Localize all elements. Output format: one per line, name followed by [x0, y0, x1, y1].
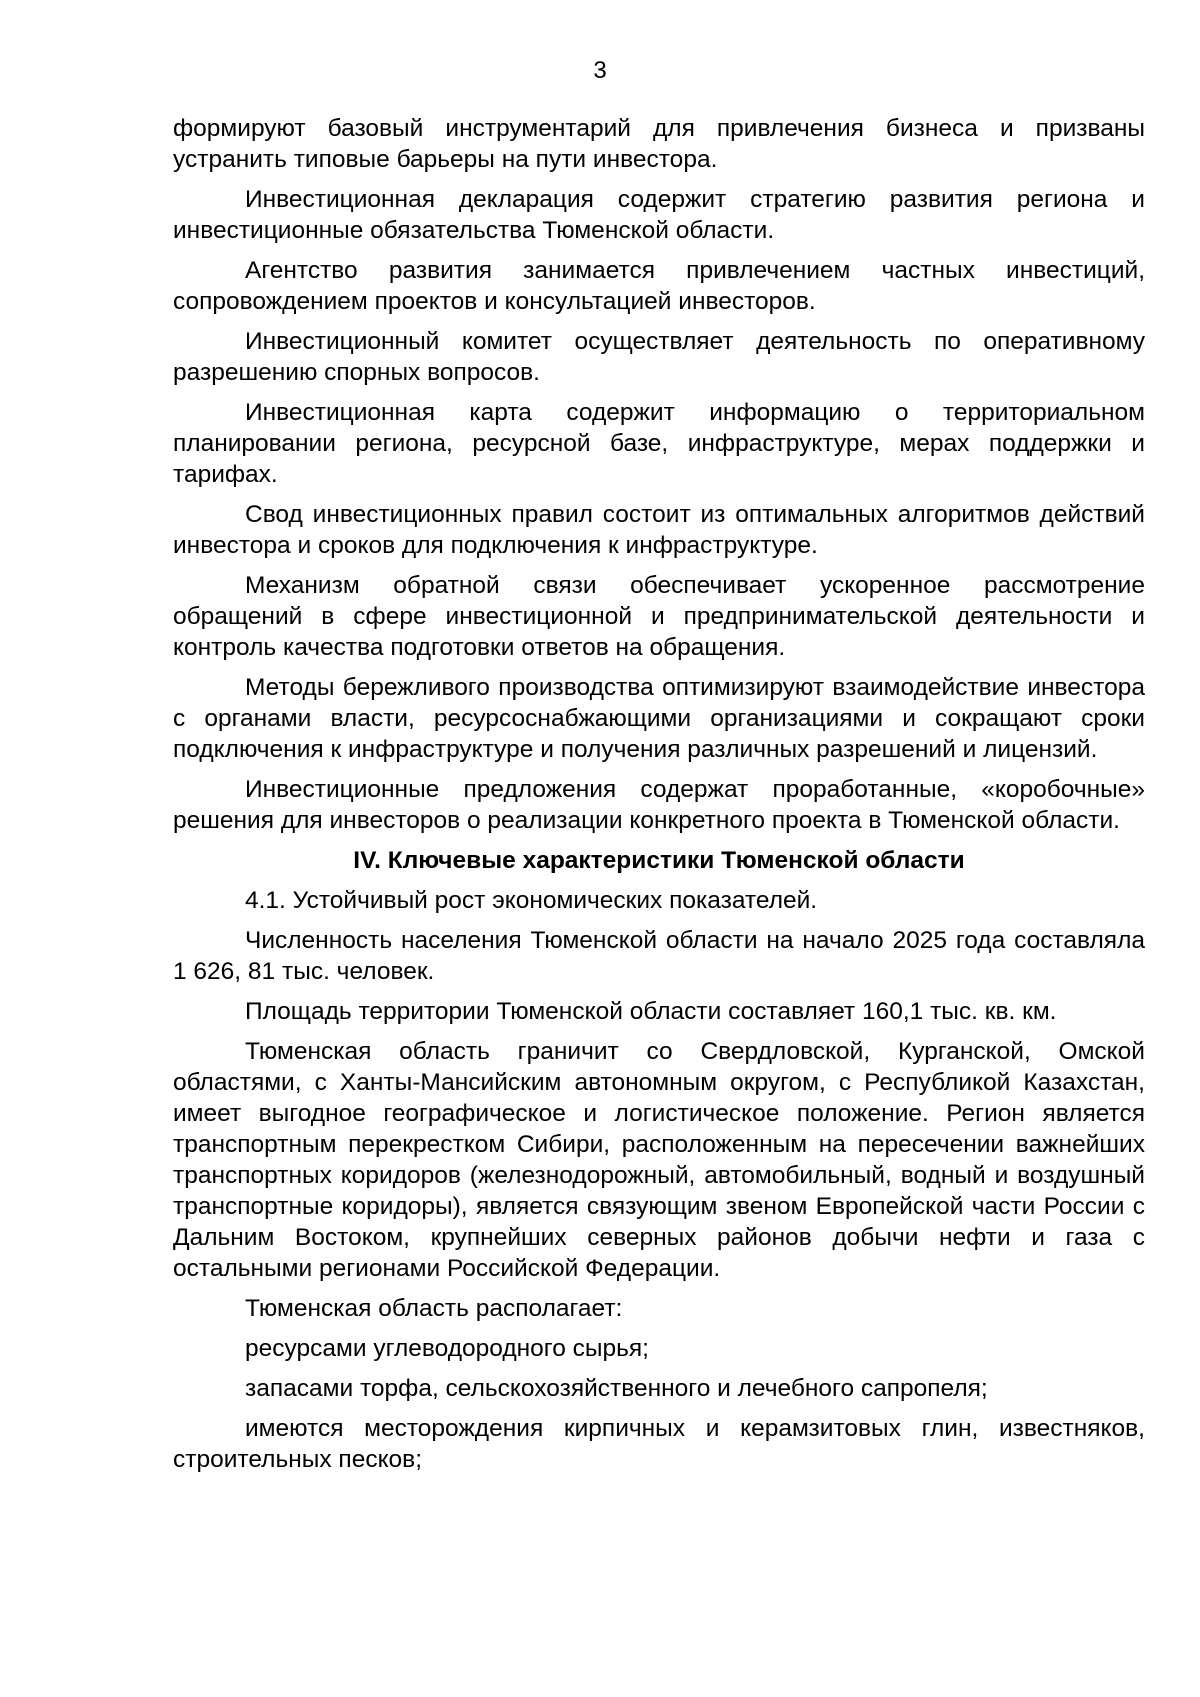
paragraph: Инвестиционные предложения содержат проработанные, «коробочные» решения для инвесторов о реализации конкретного проекта в Тюменской области. [173, 776, 1145, 834]
paragraph: Инвестиционная карта содержит информацию о территориальном планировании региона, ресурсной базе, инфраструктуре, мерах поддержки и тарифах. [173, 399, 1145, 488]
paragraph: формируют базовый инструментарий для привлечения бизнеса и призваны устранить типовые барьеры на пути инвестора. [173, 115, 1145, 173]
list-item: имеются месторождения кирпичных и керамзитовых глин, известняков, строительных песков; [173, 1415, 1145, 1473]
paragraph: Агентство развития занимается привлечением частных инвестиций, сопровождением проектов и консультацией инвесторов. [173, 257, 1145, 315]
list-item: ресурсами углеводородного сырья; [245, 1335, 649, 1362]
paragraph: Инвестиционная декларация содержит стратегию развития региона и инвестиционные обязательства Тюменской области. [173, 186, 1145, 244]
paragraph: Площадь территории Тюменской области составляет 160,1 тыс. кв. км. [245, 998, 1057, 1025]
paragraph: Методы бережливого производства оптимизируют взаимодействие инвестора с органами власти, ресурсоснабжающими организациями и сокращают сроки подключения к инфраструктуре и получения различных разрешений и лицензий. [173, 674, 1145, 763]
paragraph: Численность населения Тюменской области на начало 2025 года составляла 1 626, 81 тыс. человек. [173, 927, 1145, 985]
paragraph: Тюменская область располагает: [245, 1295, 623, 1322]
page-number: 3 [593, 57, 607, 84]
paragraph: Инвестиционный комитет осуществляет деятельность по оперативному разрешению спорных вопросов. [173, 328, 1145, 386]
paragraph: Механизм обратной связи обеспечивает ускоренное рассмотрение обращений в сфере инвестиционной и предпринимательской деятельности и контроль качества подготовки ответов на обращения. [173, 572, 1145, 661]
section-heading: IV. Ключевые характеристики Тюменской области [353, 847, 965, 874]
paragraph: Тюменская область граничит со Свердловской, Курганской, Омской областями, с Ханты-Мансийским автономным округом, с Республикой Казахстан, имеет выгодное географическое и логистическое положение. Регион является транспортным перекрестком Сибири, расположенным на пересечении важнейших транспортных коридоров (железнодорожный, автомобильный, водный и воздушный транспортные коридоры), является связующим звеном Европейской части России с Дальним Востоком, крупнейших северных районов добычи нефти и газа с остальными регионами Российской Федерации. [173, 1038, 1145, 1282]
paragraph: 4.1. Устойчивый рост экономических показателей. [245, 887, 818, 914]
list-item: запасами торфа, сельскохозяйственного и лечебного сапропеля; [245, 1375, 988, 1402]
document-body [173, 113, 1145, 1484]
paragraph: Свод инвестиционных правил состоит из оптимальных алгоритмов действий инвестора и сроков для подключения к инфраструктуре. [173, 501, 1145, 559]
